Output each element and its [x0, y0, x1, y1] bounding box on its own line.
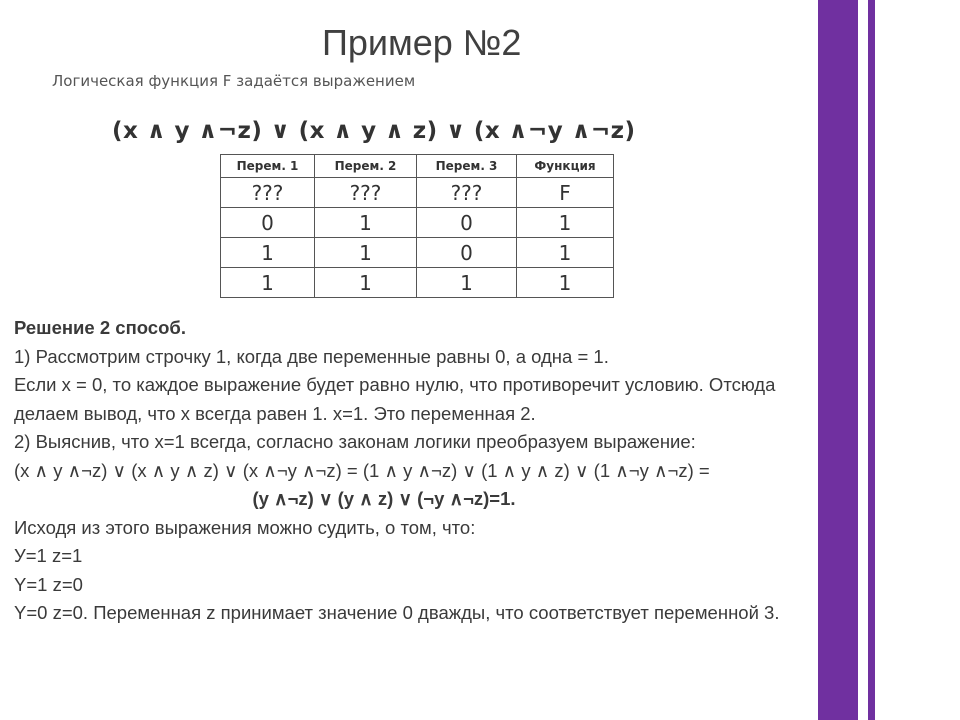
column-header: Перем. 3: [417, 155, 517, 178]
table-cell: 1: [315, 208, 417, 238]
table-row: [221, 178, 614, 208]
table-cell: 0: [417, 238, 517, 268]
table-cell: 0: [417, 208, 517, 238]
solution-case: У=1 z=1: [14, 545, 83, 566]
slide-subtitle: Логическая функция F задаётся выражением: [52, 72, 416, 90]
table-cell: 1: [315, 268, 417, 298]
table-cell: 1: [315, 238, 417, 268]
solution-heading: Решение 2 способ.: [14, 317, 186, 338]
table-cell: 1: [517, 238, 614, 268]
column-header: Функция: [517, 155, 614, 178]
table-cell: ???: [315, 178, 417, 208]
solution-line: 1) Рассмотрим строчку 1, когда две переменные равны 0, а одна = 1.: [14, 345, 609, 367]
solution-case: Y=0 z=0. Переменная z принимает значение 0 дважды, что соответствует переменной 3.: [14, 602, 780, 623]
table-cell: 1: [517, 268, 614, 298]
solution-line: 2) Выяснив, что x=1 всегда, согласно законам логики преобразуем выражение:: [14, 431, 696, 452]
truth-table: [220, 154, 614, 298]
simplified-formula: (y ∧¬z) ∨ (y ∧ z) ∨ (¬y ∧¬z)=1.: [252, 488, 516, 509]
solution-line: Если x = 0, то каждое выражение будет равно нулю, что противоречит условию. Отсюда делаем вывод, что x всегда равен 1. x=1. Это переменная 2.: [14, 374, 776, 424]
column-header: Перем. 1: [221, 155, 315, 178]
solution-case: Y=1 z=0: [14, 573, 83, 595]
column-header: Перем. 2: [315, 155, 417, 178]
table-row: [221, 238, 614, 268]
solution-line: (x ∧ y ∧¬z) ∨ (x ∧ y ∧ z) ∨ (x ∧¬y ∧¬z) = (1 ∧ y ∧¬z) ∨ (1 ∧ y ∧ z) ∨ (1 ∧¬y ∧¬z) =: [14, 459, 710, 481]
table-cell: ???: [221, 178, 315, 208]
accent-bar-wide: [818, 0, 858, 720]
slide-title: Пример №2: [322, 22, 522, 63]
table-cell: 1: [221, 268, 315, 298]
table-cell: 0: [221, 208, 315, 238]
main-formula: (x ∧ y ∧¬z) ∨ (x ∧ y ∧ z) ∨ (x ∧¬y ∧¬z): [112, 118, 636, 144]
accent-bar-thin: [868, 0, 875, 720]
table-cell: F: [517, 178, 614, 208]
table-cell: 1: [221, 238, 315, 268]
table-row: [221, 208, 614, 238]
solution-line: Исходя из этого выражения можно судить, о том, что:: [14, 516, 476, 538]
table-cell: 1: [417, 268, 517, 298]
table-cell: ???: [417, 178, 517, 208]
solution-text: [14, 314, 814, 628]
table-row: [221, 268, 614, 298]
table-cell: 1: [517, 208, 614, 238]
table-header-row: [221, 155, 614, 178]
